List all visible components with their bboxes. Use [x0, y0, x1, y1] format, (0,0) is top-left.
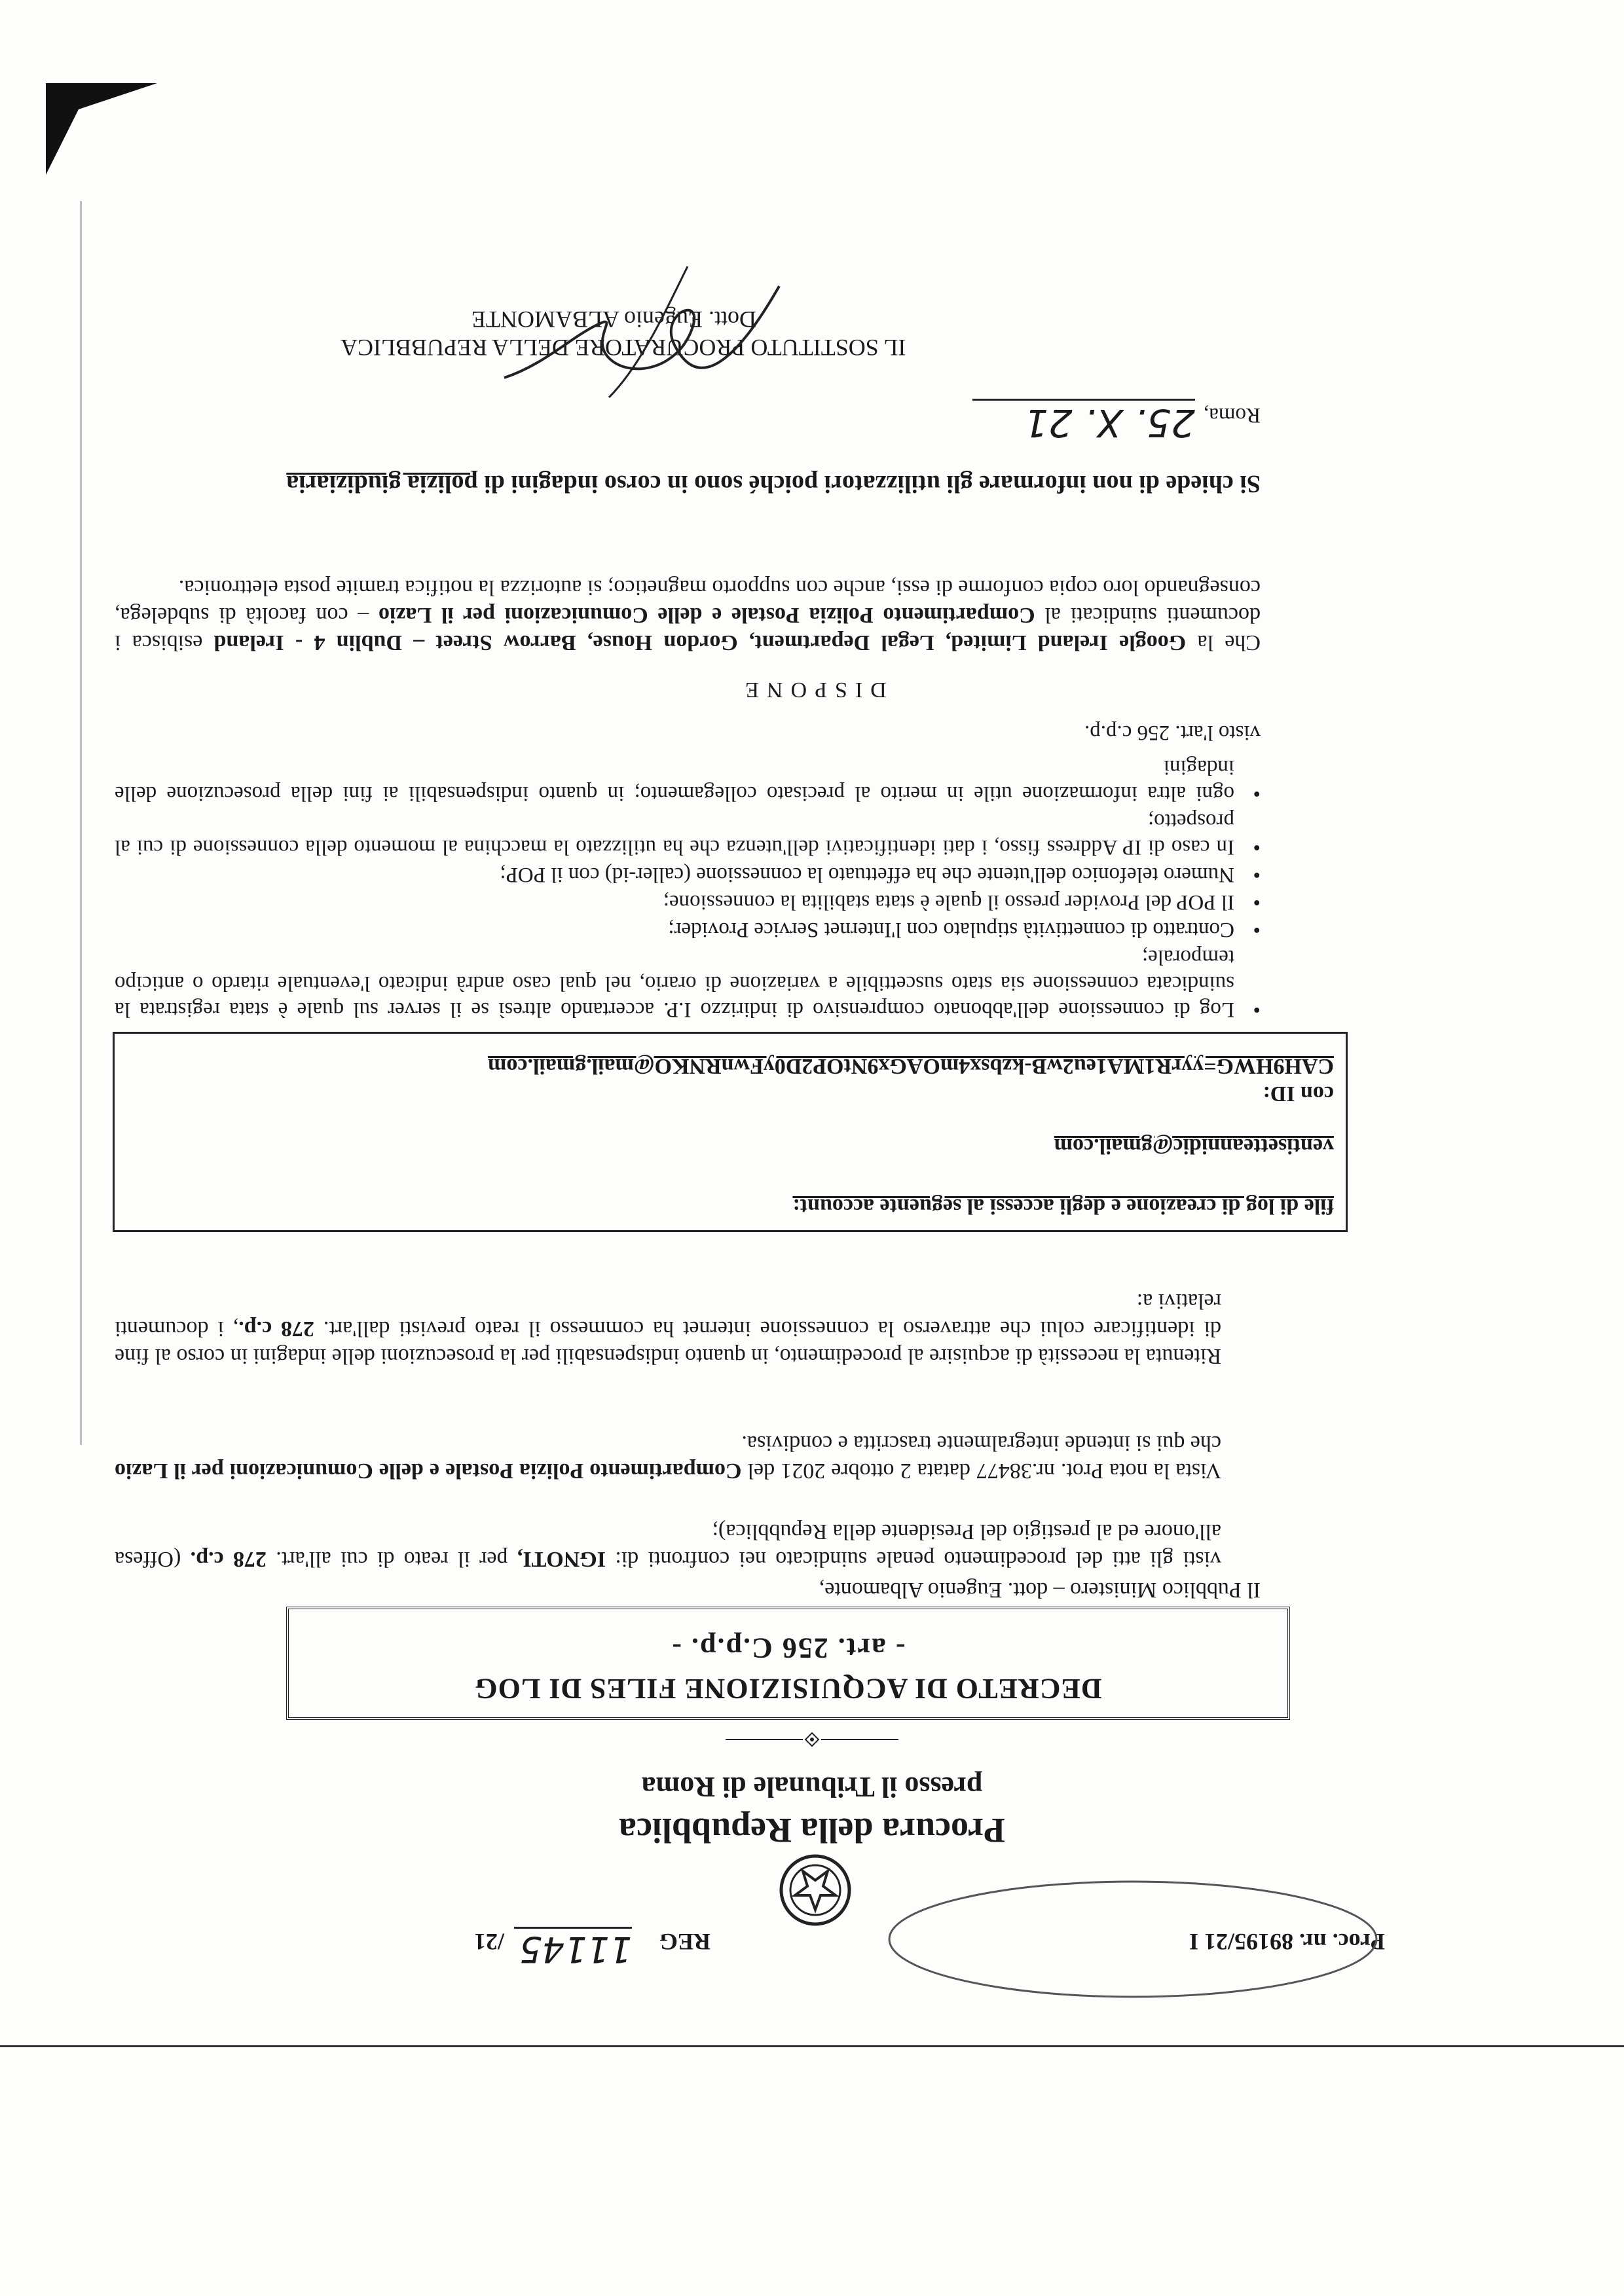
list-item: • Contratto di connettività stipulato con l'Internet Service Provider;: [115, 917, 1234, 943]
prosecutor-line: Il Pubblico Ministero – dott. Eugenio Albamonte,: [819, 1578, 1261, 1602]
visto-line: visto l'art. 256 c.p.p.: [1084, 721, 1261, 744]
list-item: • Log di connessione dell'abbonato comprensivo di indirizzo I.P. accertando altresì se il server sul quale è stata registrata la suindicata connessione sia stato suscettibile a variazione di orario, nel qual caso andrà indicato l'eventuale ritardo o anticipo temporale;: [115, 944, 1234, 1023]
decree-article: - art. 256 C.p.p. -: [671, 1632, 906, 1664]
handwritten-signature: [478, 260, 805, 404]
list-item: • Il POP del Provider presso il quale è stata stabilita la connessione;: [115, 889, 1234, 915]
account-details-box: [113, 1032, 1348, 1232]
ornament-divider: [726, 1732, 898, 1747]
decree-title-box: [286, 1607, 1290, 1720]
decree-title: DECRETO DI ACQUISIZIONE FILES DI LOG: [474, 1673, 1102, 1705]
scan-corner-mark: [46, 83, 157, 175]
visti-paragraph: visti gli atti del procedimento penale suindicato nei confronti di: IGNOTI, per il reato di cui all'art. 278 c.p. (Offesa all'onore ed al prestigio del Presidente della Repubblica);: [115, 1520, 1221, 1571]
order-paragraph: Che la Google Ireland Limited, Legal Department, Gordon House, Barrow Street – Dublin 4 - Ireland esibisca i documenti suindicati al Compartimento Polizia Postale e delle Comunicazioni per il Lazio – con facoltà di subdelega, consegnando loro copia conforme di essi, anche con supporto magnetico; si autorizza la notifica tramite posta elettronica.: [115, 575, 1261, 655]
con-id-label: con ID:: [1263, 1082, 1334, 1106]
list-item: • Numero telefonico dell'utente che ha effettuato la connessione (caller-id) con il POP;: [115, 862, 1234, 888]
court-name: presso il Tribunale di Roma: [641, 1771, 983, 1803]
ritenuta-paragraph: Ritenuta la necessità di acquisire al procedimento, in quanto indispensabili per la prosecuzioni delle indagini in corso al fine di identificare colui che attraverso la connessione internet ha commesso il reato previsti dall'art. 278 c.p., i documenti relativi a:: [115, 1289, 1221, 1368]
confidentiality-notice: Si chiede di non informare gli utilizzatori poiché sono in corso indagini di polizia giudiziaria: [286, 470, 1261, 498]
place: Roma,: [1203, 403, 1261, 427]
margin-line: [80, 201, 82, 1445]
register-year: /21: [473, 1929, 504, 1955]
accused-label: IGNOTI,: [517, 1547, 606, 1571]
signatory-role: IL SOSTITUTO PROCURATORE DELLA REPUBBLICA: [341, 335, 906, 361]
requested-documents-list: [115, 753, 1261, 1023]
list-item: • ogni altra informazione utile in merito al precisato collegamento; in quanto indispensabili ai fini della prosecuzione delle indagini: [115, 754, 1234, 807]
office-name: Procura della Repubblica: [618, 1811, 1006, 1850]
proceeding-number: Proc. nr. 89195/21 I: [1189, 1929, 1385, 1955]
register-number-handwritten: 11145: [514, 1927, 632, 1970]
email-account: ventisetteannidic@gmail.com: [1054, 1134, 1334, 1158]
vista-paragraph: Vista la nota Prot. nr.38477 datata 2 ottobre 2021 del Compartimento Polizia Postale e delle Comunicazioni per il Lazio che qui si intende integralmente trascritta e condivisa.: [115, 1431, 1221, 1483]
register-label: REG: [659, 1929, 710, 1955]
account-box-heading: file di log di creazione e degli accessi al seguente account:: [792, 1194, 1334, 1218]
protocol-oval-mark: [884, 1874, 1382, 2005]
handwritten-date: 25. X. 21: [972, 399, 1195, 445]
dispone-heading: DISPONE: [737, 678, 887, 702]
signatory-name: Dott. Eugenio ALBAMONTE: [471, 306, 756, 333]
place-date: [1024, 401, 1261, 445]
message-id: CAH9HWG=yyrR1MA1eu2wB-kzbsx4mOAGx9NtOP2D0yFwnRNKO@mail.gmail.com: [488, 1054, 1334, 1078]
list-item: • In caso di IP Address fisso, i dati identificativi dell'utenza che ha utilizzato la macchina al momento della connessione di cui al prospetto;: [115, 808, 1234, 860]
republic-emblem-icon: [776, 1851, 855, 1929]
page-rule: [0, 2045, 1624, 2047]
